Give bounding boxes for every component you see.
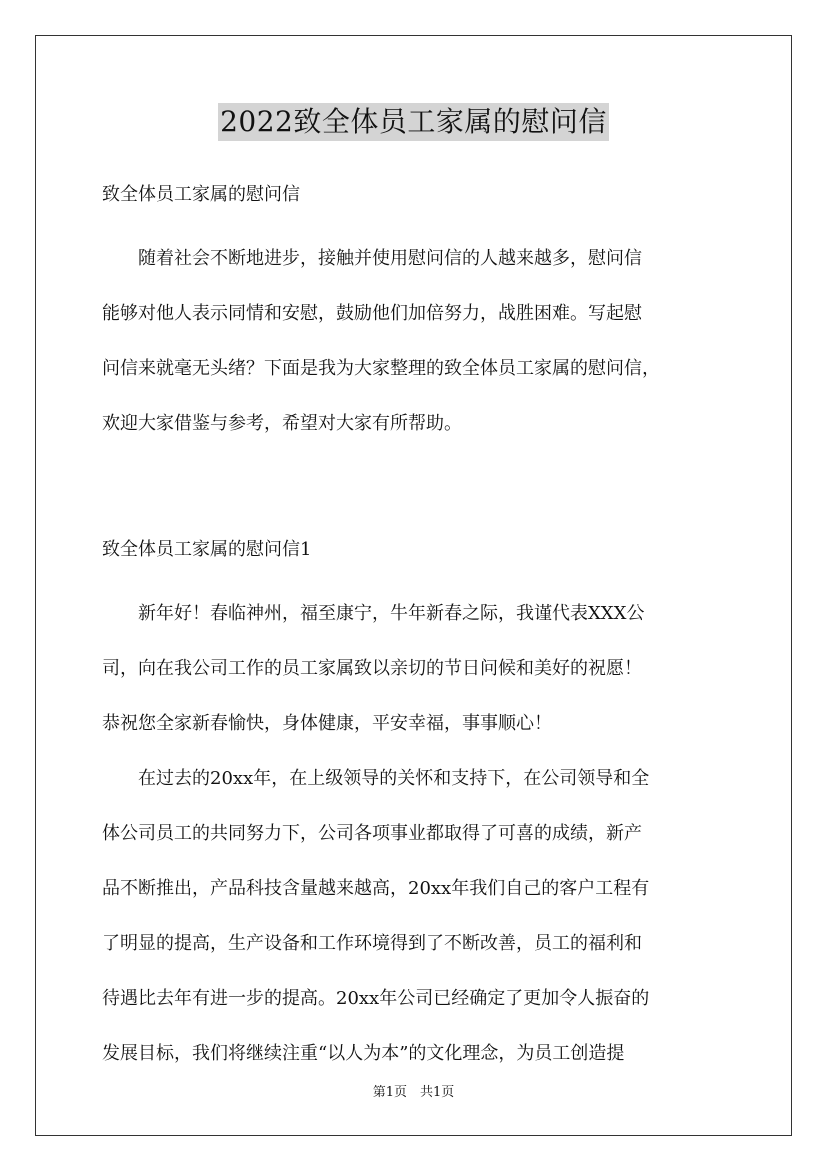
intro-line-2: 能够对他人表示同情和安慰，鼓励他们加倍努力，战胜困难。写起慰 xyxy=(102,303,642,324)
intro-paragraph xyxy=(102,231,738,451)
section-heading-letter-1: 致全体员工家属的慰问信1 xyxy=(102,539,312,560)
spacer xyxy=(102,568,738,586)
greeting-paragraph xyxy=(102,586,738,751)
greeting-line-3: 恭祝您全家新春愉快，身体健康，平安幸福，事事顺心！ xyxy=(102,713,552,734)
greeting-line-1: 新年好！春临神州，福至康宁，牛年新春之际，我谨代表XXX公 xyxy=(138,603,645,624)
intro-line-1: 随着社会不断地进步，接触并使用慰问信的人越来越多，慰问信 xyxy=(138,248,642,269)
review-line-2: 体公司员工的共同努力下，公司各项事业都取得了可喜的成绩，新产 xyxy=(102,823,642,844)
section-heading-main: 致全体员工家属的慰问信 xyxy=(102,184,300,205)
intro-line-3: 问信来就毫无头绪？下面是我为大家整理的致全体员工家属的慰问信， xyxy=(102,358,660,379)
document-title: 2022致全体员工家属的慰问信 xyxy=(218,103,609,141)
review-paragraph xyxy=(102,751,738,1081)
spacer xyxy=(102,451,738,531)
review-line-5: 待遇比去年有进一步的提高。20xx年公司已经确定了更加令人振奋的 xyxy=(102,988,650,1009)
review-line-4: 了明显的提高，生产设备和工作环境得到了不断改善，员工的福利和 xyxy=(102,933,642,954)
review-line-3: 品不断推出，产品科技含量越来越高，20xx年我们自己的客户工程有 xyxy=(102,878,650,899)
document-body xyxy=(102,176,738,1081)
title-wrapper xyxy=(0,103,827,141)
page-footer: 第1页 共1页 xyxy=(372,1085,455,1100)
review-line-6: 发展目标，我们将继续注重“以人为本”的文化理念，为员工创造提 xyxy=(102,1043,625,1064)
spacer xyxy=(102,213,738,231)
intro-line-4: 欢迎大家借鉴与参考，希望对大家有所帮助。 xyxy=(102,413,462,434)
review-line-1: 在过去的20xx年，在上级领导的关怀和支持下，在公司领导和全 xyxy=(138,768,650,789)
greeting-line-2: 司，向在我公司工作的员工家属致以亲切的节日问候和美好的祝愿！ xyxy=(102,658,642,679)
